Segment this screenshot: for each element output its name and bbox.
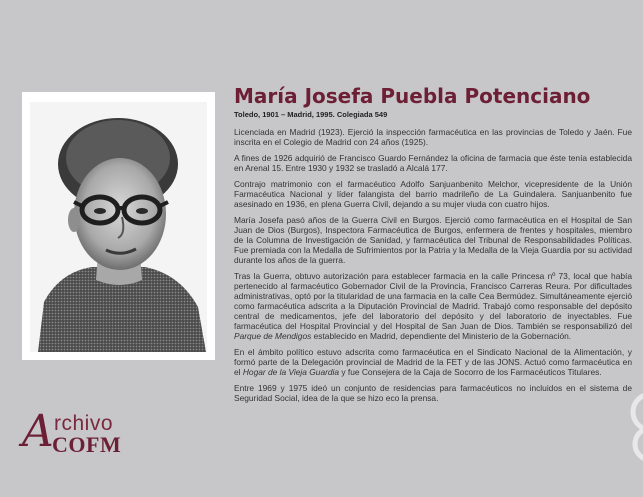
logo-word-cofm: COFM [52,432,122,457]
bio-paragraph-5-pre: Tras la Guerra, obtuvo autorización para establecer farmacia en la calle Princesa nº 73, local que había pertenecido al farmacéutico Gobernador Civil de la Provincia, Francisco Carreras Reura. Por dificultades administrativas, optó por la titularidad de una farmacia en la calle Cea Bermúdez. Simultáneamente ejerció como farmacéutica adscrita a la Diputación Provincial de Madrid. Trabajó como responsable del depósito central de medicamentos, jefe del laboratorio del depósito y del laboratorio de inyectables. Fue farmacéutica del Hospital Provincial y del Hospital de San Juan de Dios. También se responsabilizó del [234,271,632,331]
bio-paragraph-6 [234,347,632,377]
bio-paragraph-3: Contrajo matrimonio con el farmacéutico Adolfo Sanjuanbenito Melchor, vicepresidente de la Unión Farmacéutica Nacional y líder falangista del barrio madrileño de La Guindalera. Sanjuanbenito fue asesinado en 1936, en plena Guerra Civil, dejando a su mujer viuda con cuatro hijos. [234,179,632,209]
portrait-photo [30,102,207,352]
bio-paragraph-5-post: establecido en Madrid, dependiente del Ministerio de la Gobernación. [311,331,572,341]
bio-paragraph-6-post: y fue Consejera de la Caja de Socorro de los Farmacéuticos Titulares. [339,367,602,377]
bio-paragraph-6-italic: Hogar de la Vieja Guardia [242,367,340,377]
bio-paragraph-6-pre: En el ámbito político estuvo adscrita como farmacéutica en el Sindicato Nacional de la Alimentación, y formó parte de la Delegación provincial de Madrid de la FET y de las JONS. Actuó como farmacéutica en el [234,347,632,377]
logo-initial: A [22,406,54,457]
archivo-cofm-logo [20,406,170,460]
biography [234,84,632,409]
bio-paragraph-5-italic: Parque de Mendigos [234,331,312,341]
bio-paragraph-1: Licenciada en Madrid (1923). Ejerció la inspección farmacéutica en las provincias de Toledo y Jaén. Fue inscrita en el Colegio de Madrid con 24 años (1925). [234,127,632,147]
portrait-frame [22,92,215,360]
bio-paragraph-7: Entre 1969 y 1975 ideó un conjunto de residencias para farmacéuticos no incluidos en el sistema de Seguridad Social, idea de la que se hizo eco la prensa. [234,383,632,403]
person-name: María Josefa Puebla Potenciano [234,84,591,108]
bio-paragraph-5 [234,271,632,341]
bio-paragraph-2: A fines de 1926 adquirió de Francisco Guardo Fernández la oficina de farmacia que éste tenía establecida en Arenal 15. Entre 1930 y 1932 se trasladó a Alcalá 177. [234,153,632,173]
birth-death-info: Toledo, 1901 – Madrid, 1995. Colegiada 549 [234,110,388,119]
logo-word-archivo: rchivo [54,412,114,435]
decorative-circles-icon [621,382,643,472]
bio-paragraph-4: María Josefa pasó años de la Guerra Civil en Burgos. Ejerció como farmacéutica en el Hospital de San Juan de Dios (Burgos), Inspectora Farmacéutica de Burgos, enfermera de frentes y hospitales, miembro de la Columna de Investigación de Sanidad, y farmacéutica del Tribunal de Responsabilidades Políticas. Fue premiada con la Medalla de Sufrimientos por la Patria y la Medalla de la Vieja Guardia por su actividad durante los años de la guerra. [234,215,632,265]
